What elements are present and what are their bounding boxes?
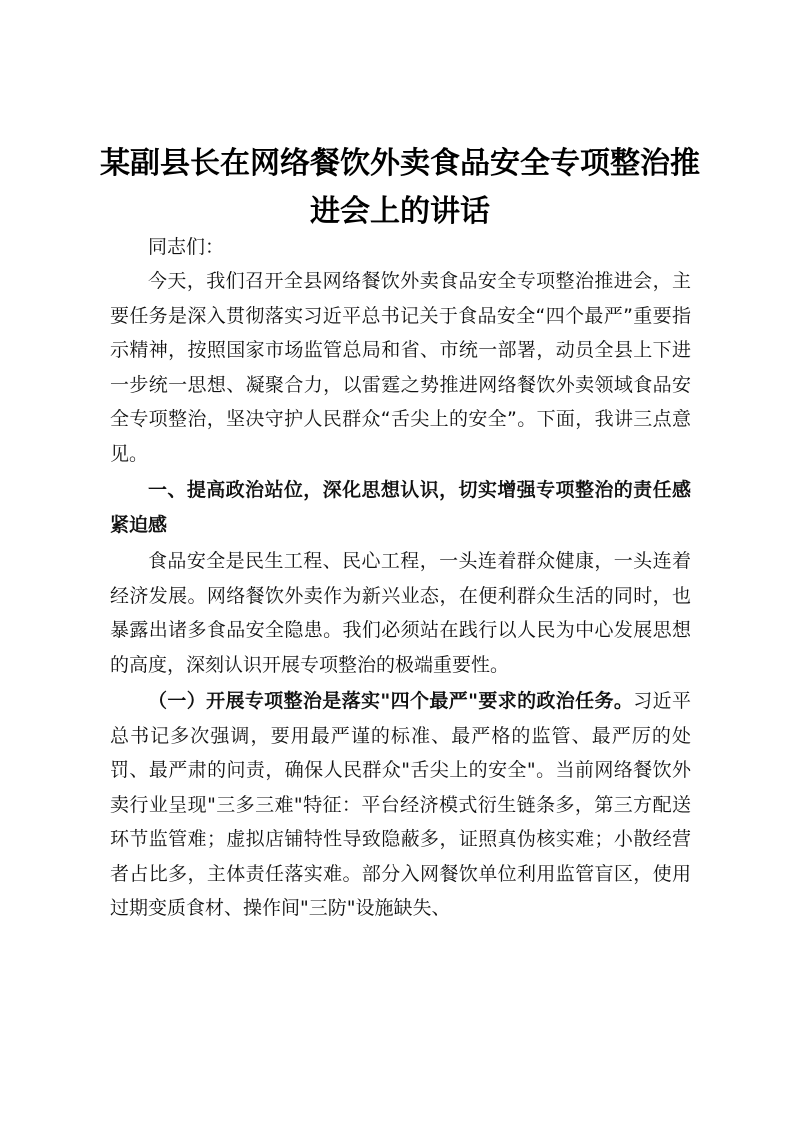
greeting: 同志们： — [148, 236, 225, 258]
document-title: 某副县长在网络餐饮外卖食品安全专项整治推进会上的讲话 — [100, 146, 700, 229]
document-body — [110, 264, 691, 926]
intro-paragraph: 今天，我们召开全县网络餐饮外卖食品安全专项整治推进会，主要任务是深入贯彻落实习近平总书记关于食品安全“四个最严”重要指示精神，按照国家市场监管总局和省、市统一部署，动员全县上下进一步统一思想、凝聚合力，以雷霆之势推进网络餐饮外卖领域食品安全专项整治，坚决守护人民群众“舌尖上的安全”。下面，我讲三点意见。 — [110, 270, 691, 465]
subsection-1-body: 习近平总书记多次强调，要用最严谨的标准、最严格的监管、最严厉的处罚、最严肃的问责，确保人民群众"舌尖上的安全"。当前网络餐饮外卖行业呈现"三多三难"特征：平台经济模式衍生链条多，第三方配送环节监管难；虚拟店铺特性导致隐蔽多，证照真伪核实难；小散经营者占比多，主体责任落实难。部分入网餐饮单位利用监管盲区，使用过期变质食材、操作间"三防"设施缺失、 — [110, 690, 691, 919]
subsection-1-paragraph — [110, 684, 691, 926]
section-1-heading: 一、提高政治站位，深化思想认识，切实增强专项整治的责任感紧迫感 — [110, 479, 691, 536]
section-1-paragraph: 食品安全是民生工程、民心工程，一头连着群众健康，一头连着经济发展。网络餐饮外卖作为新兴业态，在便利群众生活的同时，也暴露出诸多食品安全隐患。我们必须站在践行以人民为中心发展思想的高度，深刻认识开展专项整治的极端重要性。 — [110, 550, 691, 676]
subsection-1-lead: （一）开展专项整治是落实"四个最严"要求的政治任务。 — [148, 690, 634, 712]
